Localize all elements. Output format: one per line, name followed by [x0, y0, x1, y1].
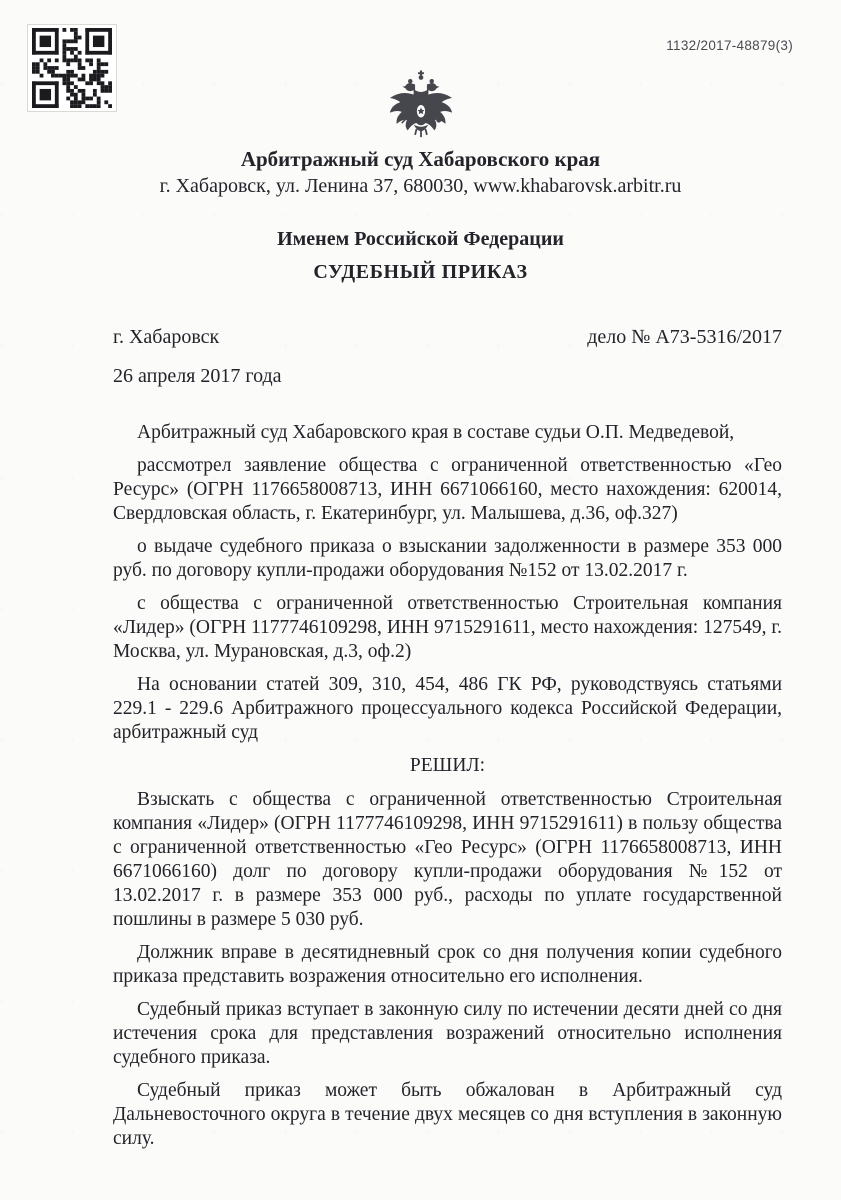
meta-row: [113, 325, 782, 349]
body-paragraph: рассмотрел заявление общества с ограниченной ответственностью «Гео Ресурс» (ОГРН 1176658008713, ИНН 6671066160, место нахождения: 620014, Свердловская область, г. Екатеринбург, ул. Малышева, д.36, оф.327): [113, 455, 782, 524]
resolution-paragraph: Должник вправе в десятидневный срок со дня получения копии судебного приказа представить возражения относительно его исполнения.: [113, 942, 782, 987]
document-body: [113, 421, 782, 1151]
document-content: [113, 325, 782, 1151]
case-number: дело № А73-5316/2017: [587, 326, 782, 348]
resolution-paragraph: Взыскать с общества с ограниченной ответственностью Строительная компания «Лидер» (ОГРН 1177746109298, ИНН 9715291611) в пользу общества с ограниченной ответственностью «Гео Ресурс» (ОГРН 1176658008713, ИНН 6671066160) долг по договору купли-продажи оборудования №152 от 13.02.2017 г. в размере 353 000 руб., расходы по уплате государственной пошлины в размере 5 030 руб.: [113, 789, 782, 930]
document-title: СУДЕБНЫЙ ПРИКАЗ: [313, 261, 528, 283]
city-label: г. Хабаровск: [113, 326, 220, 348]
body-paragraph: с общества с ограниченной ответственностью Строительная компания «Лидер» (ОГРН 1177746109298, ИНН 9715291611, место нахождения: 127549, г. Москва, ул. Мурановская, д.3, оф.2): [113, 593, 782, 662]
body-paragraph: о выдаче судебного приказа о взыскании задолженности в размере 353 000 руб. по договору купли-продажи оборудования №152 от 13.02.2017 г.: [113, 536, 782, 581]
resolution-paragraph: Судебный приказ вступает в законную силу по истечении десяти дней со дня истечения срока для представления возражений относительно исполнения судебного приказа.: [113, 999, 782, 1068]
resolution-heading: РЕШИЛ:: [409, 755, 486, 776]
document-ref-number: 1132/2017-48879(3): [666, 38, 793, 53]
body-paragraph: На основании статей 309, 310, 454, 486 ГК РФ, руководствуясь статьями 229.1 - 229.6 Арбитражного процессуального кодекса Российской Федерации, арбитражный суд: [113, 674, 782, 743]
court-address: г. Хабаровск, ул. Ленина 37, 680030, www.khabarovsk.arbitr.ru: [159, 175, 682, 197]
russian-coat-of-arms-icon: [384, 68, 458, 144]
qr-code-icon: [27, 24, 117, 112]
in-name-of-federation-line: Именем Российской Федерации: [277, 228, 564, 250]
body-paragraph: Арбитражный суд Хабаровского края в составе судьи О.П. Медведевой,: [137, 422, 735, 443]
document-date: 26 апреля 2017 года: [113, 365, 282, 387]
court-name: Арбитражный суд Хабаровского края: [240, 147, 601, 171]
resolution-paragraph: Судебный приказ может быть обжалован в Арбитражный суд Дальневосточного округа в течение двух месяцев со дня вступления в законную силу.: [113, 1080, 782, 1149]
